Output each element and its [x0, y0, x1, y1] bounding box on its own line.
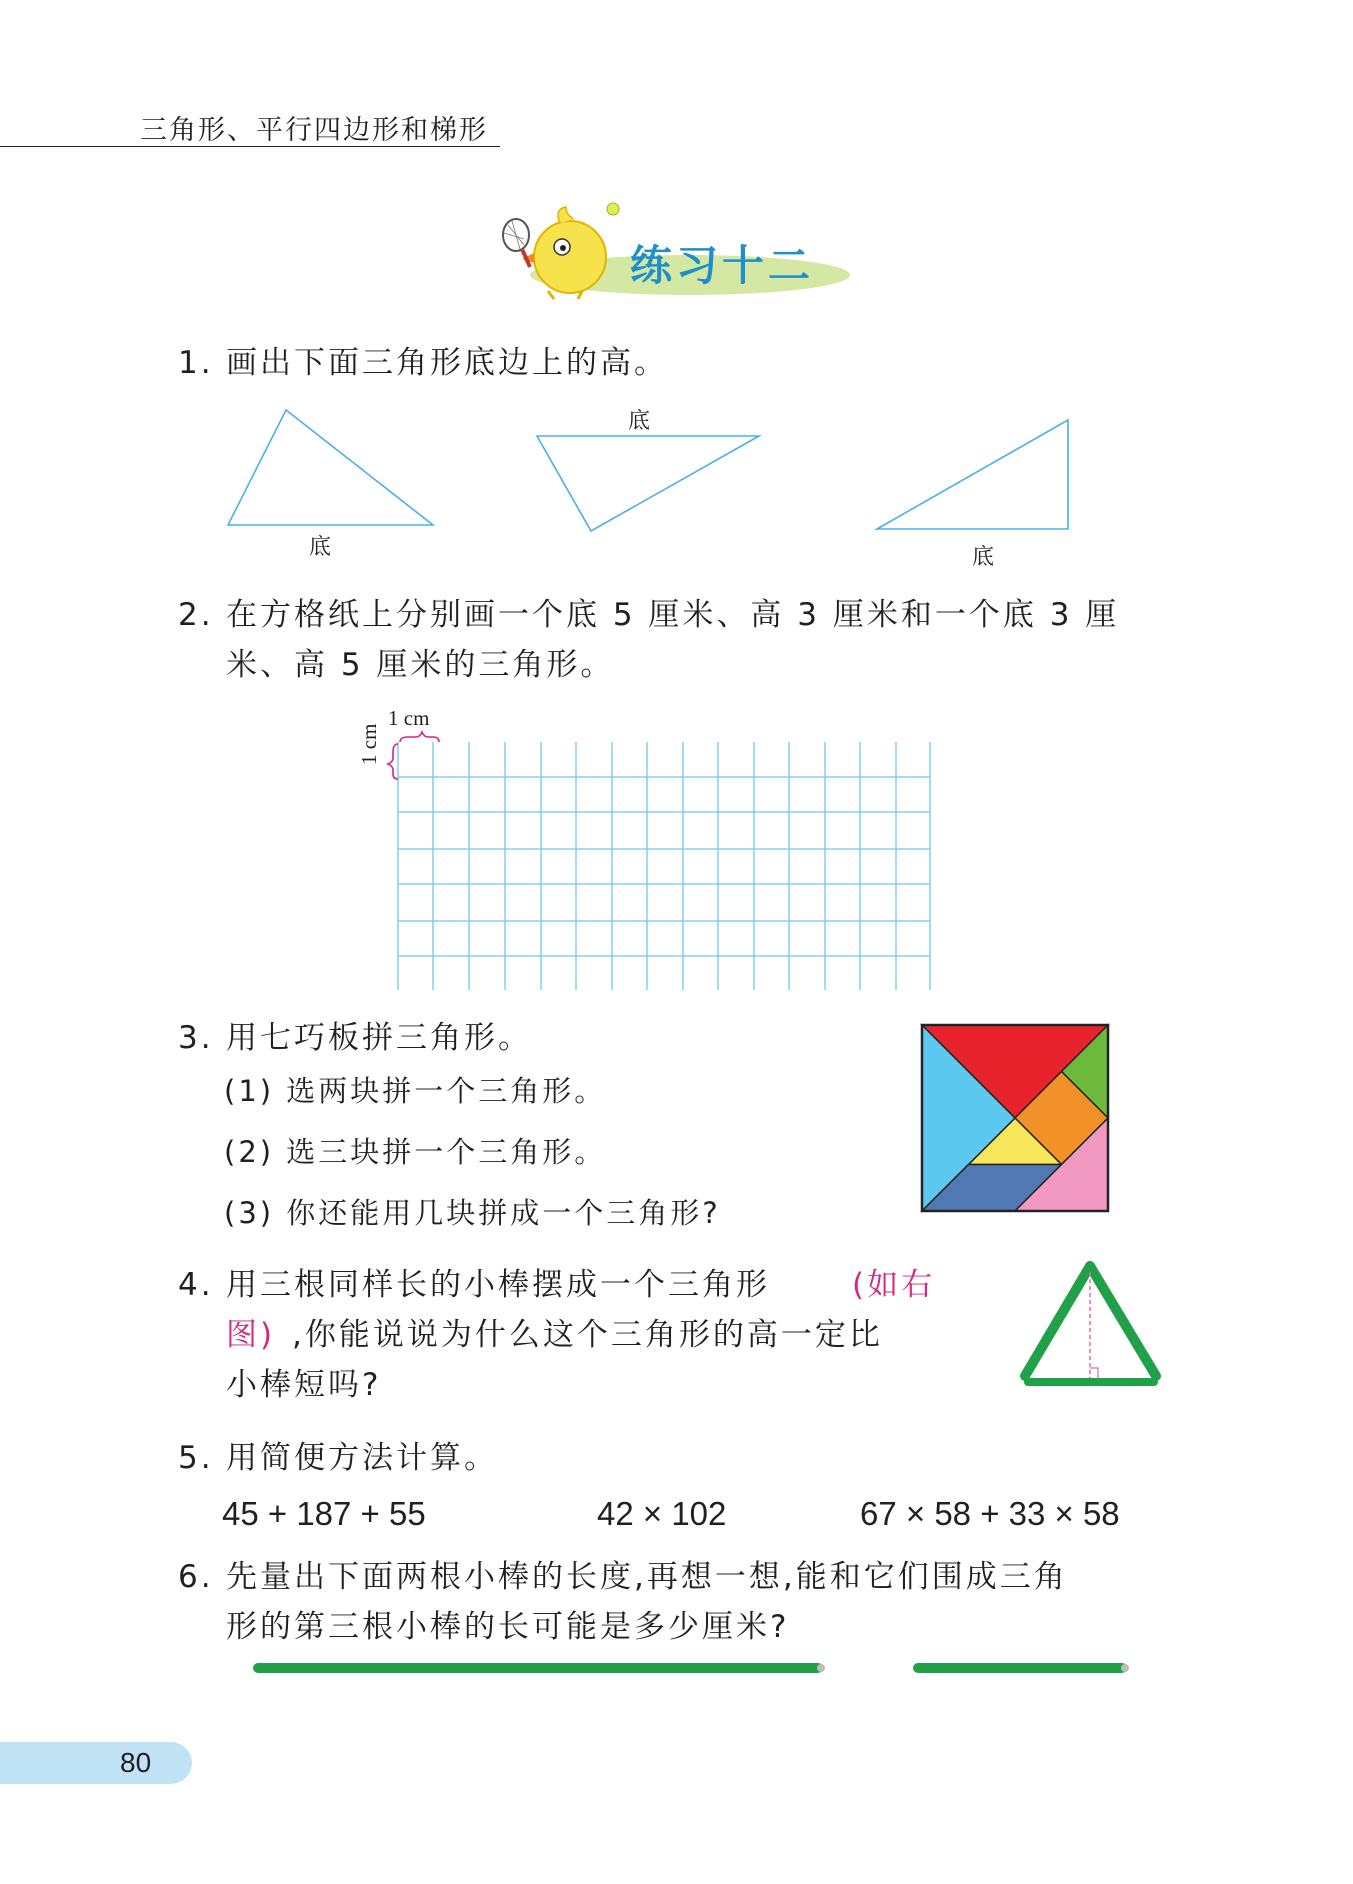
stick-right [1090, 1266, 1156, 1376]
q5-expression-1: 45 + 187 + 55 [222, 1495, 426, 1532]
q3-text: 用七巧板拼三角形。 [226, 1020, 532, 1056]
section-title: 练习十二 [630, 241, 815, 290]
q2-line1: 在方格纸上分别画一个底 5 厘米、高 3 厘米和一个底 3 厘 [226, 597, 1120, 633]
q3-number: 3. [178, 1020, 214, 1056]
unit-label-vertical: 1 cm [357, 723, 381, 765]
q5-text: 用简便方法计算。 [226, 1440, 498, 1476]
tangram-square [922, 1025, 1108, 1211]
q5-expression-3: 67 × 58 + 33 × 58 [860, 1495, 1120, 1532]
q4-line2-note: 图) [226, 1317, 276, 1353]
q6-number: 6. [178, 1559, 214, 1595]
right-angle-mark [1090, 1368, 1098, 1378]
q1-number: 1. [178, 345, 214, 381]
q2-line2: 米、高 5 厘米的三角形。 [226, 647, 615, 683]
page-number: 80 [120, 1747, 152, 1778]
triangle-1-base-label: 底 [309, 535, 332, 560]
unit-brace-horizontal [400, 732, 439, 742]
triangle-3-base-label: 底 [972, 545, 995, 570]
q3-item-1: (1) 选两块拼一个三角形。 [224, 1074, 607, 1108]
q6-line1: 先量出下面两根小棒的长度,再想一想,能和它们围成三角 [226, 1559, 1068, 1595]
q1-text: 画出下面三角形底边上的高。 [226, 345, 668, 381]
unit-brace-vertical [388, 744, 398, 779]
q3-item-2: (2) 选三块拼一个三角形。 [224, 1135, 607, 1169]
q2-number: 2. [178, 597, 214, 633]
page-number-tab [0, 1742, 192, 1784]
q3-item-3: (3) 你还能用几块拼成一个三角形? [224, 1196, 721, 1230]
q5-expression-2: 42 × 102 [597, 1495, 727, 1532]
q4-line1-note: (如右 [852, 1267, 936, 1303]
q4-number: 4. [178, 1267, 214, 1303]
chapter-title: 三角形、平行四边形和梯形 [140, 115, 488, 146]
q4-line3: 小棒短吗? [226, 1367, 382, 1403]
stick-left [1025, 1266, 1090, 1376]
q4-line1-text: 用三根同样长的小棒摆成一个三角形 [226, 1267, 770, 1303]
sticks-triangle [1010, 1258, 1170, 1388]
q6-line2: 形的第三根小棒的长可能是多少厘米? [226, 1609, 790, 1645]
measure-sticks [0, 1650, 1353, 1690]
triangle-2-base-label: 底 [628, 409, 651, 434]
q4-line2-text: ,你能说说为什么这个三角形的高一定比 [292, 1317, 883, 1353]
q5-number: 5. [178, 1440, 214, 1476]
unit-label-horizontal: 1 cm [388, 706, 430, 730]
